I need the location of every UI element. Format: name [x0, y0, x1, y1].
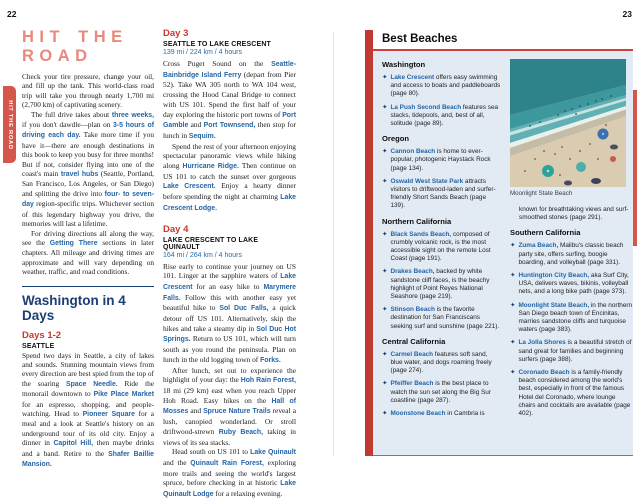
paragraph: Check your tire pressure, change your oil, and fill up the tank. This world-class road trip will take you through nearly 1,700 mi (2,700 km) of captivating scenery.: [22, 72, 154, 110]
place-highlight: Lake Crescent: [163, 273, 296, 291]
beach-name: Lake Crescent: [390, 74, 435, 81]
beach-item: [510, 369, 634, 418]
left-page-column-1: [22, 28, 154, 469]
beach-photo: [510, 59, 626, 187]
beach-name: La Jolla Shores: [518, 339, 566, 347]
days-1-2-heading: Days 1-2: [22, 329, 62, 341]
diamond-bullet-icon: ✦: [382, 148, 388, 156]
edge-tab-label: HIT THE ROAD: [6, 99, 13, 150]
itinerary-section-header: Washington in 4 Days: [22, 292, 126, 323]
beach-item: [382, 351, 501, 376]
beach-name: Zuma Beach,: [518, 242, 559, 250]
diamond-bullet-icon: ✦: [510, 242, 516, 250]
place-highlight: Lake Crescent Lodge.: [163, 194, 296, 212]
place-highlight: Quinault Rain Forest,: [190, 459, 264, 467]
place-highlight: Pioneer Square: [82, 410, 135, 418]
diamond-bullet-icon: ✦: [382, 380, 388, 388]
place-highlight: Port Gamble: [163, 111, 296, 130]
beach-item: [510, 339, 634, 364]
beach-item-text: Zuma Beach, Malibu's classic beach party site, offers surfing, boogie boarding, and volleyball (page 331).: [518, 242, 624, 266]
beach-item-text: Lake Crescent offers easy swimming and access to boats and paddleboards (page 80).: [390, 74, 501, 98]
diamond-bullet-icon: ✦: [382, 268, 388, 276]
day-4-distance: 164 mi / 264 km / 4 hours: [163, 251, 242, 259]
edge-tab-hit-the-road: [3, 86, 16, 163]
beach-item-text: La Jolla Shores is a beautiful stretch of sand great for families and beginning surfers (page 388).: [518, 339, 632, 363]
paragraph: Spend the rest of your afternoon enjoying spectacular panoramic views while hiking along Hurricane Ridge. Then continue on US 101 to catch the sunset over gorgeous Lake Crescent. Enjoy a hearty dinner before spending the night at charming Lake Crescent Lodge.: [163, 141, 296, 212]
paragraph: After lunch, set out to experience the highlight of your day: the Hoh Rain Forest, 18 mi (29 km) east when you reach Upper Hoh Road. Easy hikes on the Hall of Mosses and Spruce Nature Trails reveal a lush, canopied wonderland. Or stroll driftwood-strewn Ruby Beach, taking in views of its sea stacks.: [163, 365, 296, 447]
diamond-bullet-icon: ✦: [382, 74, 388, 81]
day-4-route: LAKE CRESCENT TO LAKE QUINAULT: [163, 236, 259, 251]
days-1-2-subheading: SEATTLE: [22, 342, 55, 350]
best-beaches-right-column: [510, 59, 634, 445]
paragraph: Rise early to continue your journey on US 101. Linger at the sapphire waters of Lake Crescent for an easy hike to Marymere Falls. Follow this with another easy yet beautiful hike to Sol Duc Falls, a quick detour off US 101. Alternatively, skip the hikes and take a steamy dip in Sol Duc Hot Springs. Return to US 101, which will turn south as you round the peninsula. Plan on lunch in the old logging town of Forks.: [163, 261, 297, 364]
beach-name: Stinson Beach: [390, 306, 435, 314]
beach-name: La Push Second Beach: [390, 103, 462, 111]
beach-item: [510, 272, 634, 297]
day-4-heading: Day 4: [163, 223, 189, 235]
beach-item: [382, 178, 501, 211]
day-3-paragraphs: [163, 59, 296, 214]
beach-name: Moonlight State Beach,: [518, 301, 590, 309]
place-highlight: Port Townsend,: [203, 122, 256, 130]
best-beaches-content: [373, 51, 633, 456]
section-divider: [22, 286, 154, 287]
place-highlight: Lake Crescent.: [163, 183, 216, 191]
chapter-title-line-1: HIT THE: [22, 28, 128, 46]
beach-name: Moonstone Beach: [390, 410, 446, 418]
paragraph: The full drive takes about three weeks, if you don't dawdle—plan on 3-5 hours of driving each day. Take more time if you have it—there are enough destinations in this book to keep you busy for three months! But if not, consider flying into one of the coast's main travel hubs (Seattle, Portland, San Francisco, Los Angeles, or San Diego) and splitting the drive into four- to seven-day region-specific trips. Whichever section of this legendary highway you drive, the memories will last a lifetime.: [22, 109, 155, 229]
diamond-bullet-icon: ✦: [382, 410, 388, 418]
day-3-block: [163, 28, 296, 214]
place-highlight: Marymere Falls.: [163, 283, 296, 302]
place-highlight: Space Needle.: [66, 380, 118, 388]
place-highlight: Hoh Rain Forest,: [240, 377, 296, 385]
page-number-left: 22: [7, 9, 17, 19]
place-highlight: Hall of Mosses: [163, 397, 296, 416]
place-highlight: four- to seven-day: [22, 190, 154, 209]
beach-name: Pfeiffer Beach: [390, 380, 434, 388]
day-4-paragraphs: [163, 262, 296, 500]
beach-item: [382, 306, 501, 331]
beach-item-text: Stinson Beach is the favorite destination for San Franciscans seeking surf and sunshine (page 221).: [390, 306, 500, 330]
beach-item: [382, 410, 501, 418]
page-gutter-divider: [333, 32, 334, 456]
diamond-bullet-icon: ✦: [382, 306, 388, 314]
beach-item: [382, 231, 501, 264]
beach-name: Carmel Beach: [390, 350, 434, 358]
diamond-bullet-icon: ✦: [510, 272, 516, 280]
place-highlight: travel hubs: [60, 171, 99, 179]
beach-item: [382, 268, 501, 301]
best-beaches-left-column: [382, 59, 501, 445]
region-heading: Southern California: [510, 228, 581, 238]
place-highlight: Sol Duc Falls,: [219, 305, 269, 313]
beach-name: Huntington City Beach,: [518, 272, 590, 280]
place-highlight: three weeks,: [111, 111, 155, 119]
beach-item: [382, 148, 501, 173]
beach-name: Black Sands Beach,: [390, 230, 452, 238]
beach-item-text: Huntington City Beach, aka Surf City, USA, delivers waves, bikinis, volleyball nets, and a long bike path (page 373).: [518, 272, 629, 296]
place-highlight: Sequim.: [188, 132, 216, 140]
region-heading: Oregon: [382, 134, 410, 144]
diamond-bullet-icon: ✦: [382, 230, 388, 238]
paragraph: For driving directions all along the way, see the Getting There sections in later chapters. All mileage and driving times are approximate and will vary depending on weather, traffic, and road conditions.: [22, 228, 154, 277]
item-continuation-text: known for breathtaking views and surf-smoothed stones (page 291).: [519, 206, 629, 222]
region-heading: Central California: [382, 336, 446, 346]
diamond-bullet-icon: ✦: [510, 339, 516, 347]
paragraph: Cross Puget Sound on the Seattle-Bainbridge Island Ferry (depart from Pier 52). Take WA 305 north to WA 104 west, crossing the Hood Canal Bridge to connect with US 101. Spend the first half of your day exploring the historic port towns of Port Gamble and Port Townsend, then stop for lunch in Sequim.: [163, 59, 296, 140]
region-heading: Washington: [382, 60, 426, 69]
southern-california-sections: [510, 228, 634, 418]
region-heading: Northern California: [382, 216, 452, 226]
diamond-bullet-icon: ✦: [382, 177, 388, 185]
place-highlight: 3-5 hours of driving each day.: [22, 122, 154, 140]
beach-item-text: Carmel Beach features soft sand, blue water, and dogs roaming freely (page 274).: [390, 350, 492, 375]
days-1-2-paragraphs: [22, 351, 154, 470]
beach-item-text: Black Sands Beach, composed of crumbly volcanic rock, is the most accessible sight on the remote Lost Coast (page 191).: [390, 230, 491, 263]
place-highlight: Shafer Baillie Mansion.: [22, 450, 154, 468]
intro-paragraphs: [22, 72, 154, 277]
chapter-title: [22, 28, 154, 66]
beach-item-text: Pfeiffer Beach is the best place to watch the sun set along the Big Sur coastline (page 287).: [390, 380, 491, 404]
chapter-title-line-2: ROAD: [22, 47, 93, 65]
best-beaches-box: [365, 30, 633, 456]
place-highlight: Lake Quinault Lodge: [163, 480, 296, 499]
paragraph: Head south on US 101 to Lake Quinault and the Quinault Rain Forest, exploring more trails and seeing the world's largest spruce, before checking in at historic Lake Quinault Lodge for a relaxing evening.: [163, 447, 296, 499]
left-page-column-2: [163, 28, 296, 500]
beach-item-text: Cannon Beach is home to ever-popular, photogenic Haystack Rock (page 134).: [390, 148, 491, 172]
best-beaches-title: Best Beaches: [382, 33, 458, 45]
day-3-route: SEATTLE TO LAKE CRESCENT: [163, 41, 271, 48]
place-highlight: Pike Place Market: [93, 391, 154, 399]
beach-item: [382, 380, 501, 405]
beach-item: [382, 104, 501, 129]
diamond-bullet-icon: ✦: [510, 301, 516, 309]
place-highlight: Forks.: [260, 356, 281, 364]
place-highlight: Seattle-Bainbridge Island Ferry: [163, 61, 296, 79]
day-3-heading: Day 3: [163, 28, 189, 39]
beach-item-text: Moonlight State Beach, in the northern San Diego beach town of Encinitas, marries sandstone cliffs and turquoise waters (page 383).: [518, 301, 633, 334]
place-highlight: Spruce Nature Trails: [203, 408, 271, 416]
beach-item-text: La Push Second Beach features sea stacks, tidepools, and, best of all, solitude (page 89).: [390, 103, 499, 128]
paragraph: Spend two days in Seattle, a city of lakes and sounds. Stunning mountain views from every direction are best spied from the top of the soaring Space Needle. Ride the monorail downtown to Pike Place Market for an espresso, shopping, and people-watching. Head to Pioneer Square for a meal and a look at Seattle's history on an underground tour of its old city. Enjoy a dinner in Capitol Hill, then maybe drinks and a band. Retire to the Shafer Baillie Mansion.: [22, 350, 155, 468]
beach-item-text: Coronado Beach is a family-friendly beach considered among the world's best, especially in front of the famous Hotel del Coronado, where lounge chairs and cocktails are available (page 402).: [518, 369, 631, 418]
day-4-block: [163, 224, 296, 500]
place-highlight: Lake Quinault: [250, 449, 296, 457]
beach-name: Coronado Beach: [518, 369, 570, 377]
place-highlight: Sol Duc Hot Springs.: [163, 325, 297, 344]
beach-item-text: Moonstone Beach in Cambria is: [390, 410, 485, 418]
page-number-right: 23: [622, 9, 632, 19]
beach-name: Cannon Beach: [390, 148, 436, 156]
beach-name: Oswald West State Park: [390, 177, 464, 185]
beach-name: Drakes Beach,: [390, 268, 435, 276]
diamond-bullet-icon: ✦: [382, 103, 388, 111]
beach-item: [510, 302, 634, 335]
place-highlight: Hurricane Ridge.: [182, 163, 239, 171]
diamond-bullet-icon: ✦: [510, 369, 516, 377]
beach-photo-illustration: [510, 59, 626, 187]
beach-item: [510, 242, 634, 267]
beach-item-text: Oswald West State Park attracts visitors to driftwood-laden and surfer-friendly Short Sands Beach (page 139).: [390, 177, 496, 210]
best-beaches-header: [373, 30, 633, 51]
photo-caption: Moonlight State Beach: [510, 190, 573, 197]
place-highlight: Getting There: [49, 239, 98, 247]
day-3-distance: 139 mi / 224 km / 4 hours: [163, 49, 242, 56]
beach-item: [382, 74, 501, 99]
place-highlight: Capitol Hill,: [53, 440, 94, 448]
beach-item-text: Drakes Beach, backed by white sandstone cliff faces, is the beachy highlight of Point Reyes National Seashore (page 219).: [390, 268, 490, 301]
place-highlight: Ruby Beach,: [218, 428, 263, 436]
diamond-bullet-icon: ✦: [382, 350, 388, 358]
